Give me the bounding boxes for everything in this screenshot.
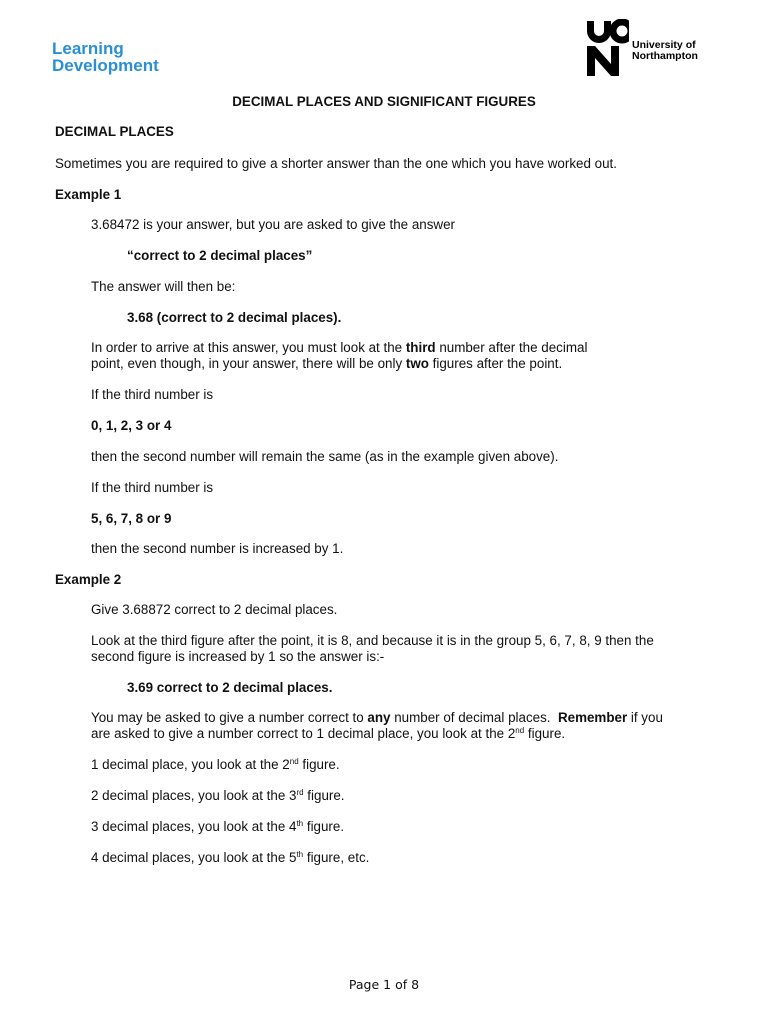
rule-3-sup: th <box>296 819 304 828</box>
rule-3-decimal <box>91 819 344 835</box>
rule-2-decimal <box>91 788 345 804</box>
arrive-text-2c: figures after the point. <box>428 356 563 371</box>
arrive-text-a: In order to arrive at this answer, you must look at the <box>91 340 406 355</box>
rule-4-text: 4 decimal places, you look at the 5 <box>91 850 297 865</box>
rule-3-text: 3 decimal places, you look at the 4 <box>91 819 297 834</box>
any-text-2a: are asked to give a number correct to 1 decimal place, you look at the 2 <box>91 726 516 741</box>
any-line-1 <box>91 710 663 726</box>
example2-answer: 3.69 correct to 2 decimal places. <box>127 680 333 695</box>
example1-quote: “correct to 2 decimal places” <box>127 248 313 263</box>
digits-low: 0, 1, 2, 3 or 4 <box>91 418 172 433</box>
arrive-line-1 <box>91 340 587 356</box>
rule-4-end: figure, etc. <box>303 850 370 865</box>
rule-4-decimal <box>91 850 369 866</box>
if-third-1: If the third number is <box>91 387 214 402</box>
example1-heading: Example 1 <box>55 187 122 202</box>
uon-letters-icon <box>585 19 629 77</box>
rule-1-text: 1 decimal place, you look at the 2 <box>91 757 290 772</box>
logo-line-learning: Learning <box>52 39 124 58</box>
any-text-2c: figure. <box>524 726 566 741</box>
example2-give: Give 3.68872 correct to 2 decimal places. <box>91 602 338 617</box>
arrive-text-2a: point, even though, in your answer, there will be only <box>91 356 406 371</box>
rule-2-sup: rd <box>296 788 304 797</box>
intro-text: Sometimes you are required to give a shorter answer than the one which you have worked out. <box>55 156 617 171</box>
any-text-e: if you <box>627 710 663 725</box>
arrive-emph-third: third <box>405 340 436 355</box>
uon-name-line1: University of <box>632 39 696 51</box>
arrive-line-2 <box>91 356 562 372</box>
example1-then: The answer will then be: <box>91 279 236 294</box>
remember-emph: Remember <box>557 710 628 725</box>
rule-1-sup: nd <box>289 757 299 766</box>
arrive-text-c: number after the decimal <box>435 340 588 355</box>
document-title: DECIMAL PLACES AND SIGNIFICANT FIGURES <box>232 94 536 109</box>
rule-3-end: figure. <box>303 819 345 834</box>
any-line-2 <box>91 726 565 742</box>
any-emph: any <box>367 710 391 725</box>
rule-2-end: figure. <box>303 788 345 803</box>
rule-4-sup: th <box>296 850 304 859</box>
example2-heading: Example 2 <box>55 572 122 587</box>
uon-logo <box>585 19 705 79</box>
uon-name <box>632 40 698 62</box>
increase-rule: then the second number is increased by 1. <box>91 541 344 556</box>
example2-look-2: second figure is increased by 1 so the answer is:- <box>91 649 385 664</box>
example2-look-1: Look at the third figure after the point, it is 8, and because it is in the group 5, 6, 7, 8, 9 then the <box>91 633 654 648</box>
example1-answer: 3.68 (correct to 2 decimal places). <box>127 310 342 325</box>
if-third-2: If the third number is <box>91 480 214 495</box>
example1-line: 3.68472 is your answer, but you are asked to give the answer <box>91 217 455 232</box>
uon-name-line2: Northampton <box>632 50 698 62</box>
rule-1-end: figure. <box>298 757 340 772</box>
section-heading: DECIMAL PLACES <box>55 124 174 139</box>
any-text-c: number of decimal places. <box>390 710 558 725</box>
learning-development-logo <box>52 40 159 74</box>
page-number: Page 1 of 8 <box>348 977 420 992</box>
rule-1-decimal <box>91 757 340 773</box>
arrive-emph-two: two <box>405 356 429 371</box>
logo-line-development: Development <box>52 56 159 75</box>
rule-2-text: 2 decimal places, you look at the 3 <box>91 788 297 803</box>
same-rule: then the second number will remain the same (as in the example given above). <box>91 449 559 464</box>
any-text-a: You may be asked to give a number correct to <box>91 710 368 725</box>
digits-high: 5, 6, 7, 8 or 9 <box>91 511 172 526</box>
any-sup: nd <box>515 726 525 735</box>
